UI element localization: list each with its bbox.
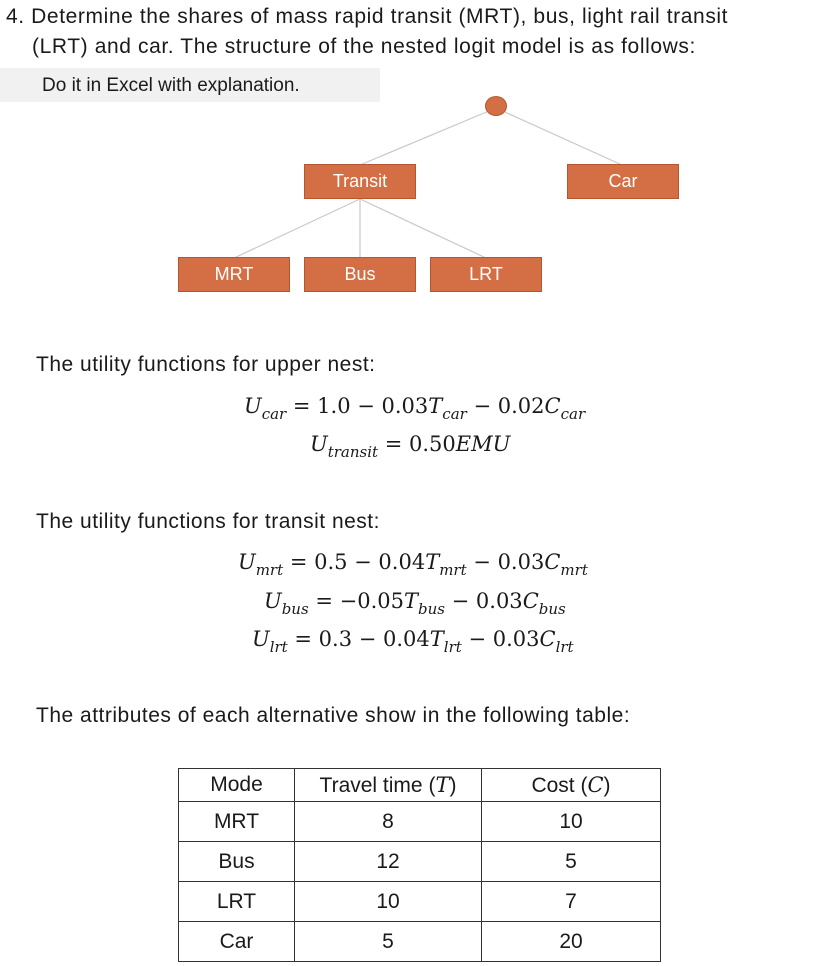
node-car: Car [567, 164, 679, 199]
cell-mode: Bus [179, 842, 295, 882]
transit-nest-heading: The utility functions for transit nest: [36, 510, 380, 533]
cell-mode: Car [179, 922, 295, 962]
equation-bus: $U_{bus} = -0.05T_{bus} - 0.03C_{bus}$ [264, 589, 566, 618]
cell-cost: 20 [482, 922, 661, 962]
header-mode: Mode [179, 769, 295, 802]
table-row [179, 882, 661, 922]
attributes-table [178, 768, 661, 962]
table-header-row [179, 769, 661, 802]
cell-mode: MRT [179, 802, 295, 842]
question-line-1: 4. Determine the shares of mass rapid transit (MRT), bus, light rail transit [6, 5, 729, 28]
question-line-2: (LRT) and car. The structure of the nested logit model is as follows: [32, 35, 696, 58]
cell-time: 8 [295, 802, 482, 842]
cell-time: 12 [295, 842, 482, 882]
node-mrt: MRT [178, 257, 290, 292]
cell-cost: 10 [482, 802, 661, 842]
attributes-heading: The attributes of each alternative show in the following table: [36, 704, 631, 727]
edge-root-transit [360, 108, 496, 165]
root-node [485, 96, 507, 116]
node-lrt: LRT [430, 257, 542, 292]
cell-cost: 5 [482, 842, 661, 882]
cell-time: 5 [295, 922, 482, 962]
edge-transit-lrt [360, 199, 486, 258]
edge-transit-mrt [234, 199, 360, 258]
equation-car: $U_{car} = 1.0 - 0.03T_{car} - 0.02C_{car}$ [244, 394, 586, 423]
equation-mrt: $U_{mrt} = 0.5 - 0.04T_{mrt} - 0.03C_{mrt}$ [238, 550, 588, 579]
tree-connectors [0, 0, 826, 300]
edge-root-car [496, 108, 622, 165]
table-row [179, 802, 661, 842]
header-cost: Cost (C) [482, 769, 661, 802]
cell-mode: LRT [179, 882, 295, 922]
cell-time: 10 [295, 882, 482, 922]
equation-transit: $U_{transit} = 0.50EMU$ [310, 432, 511, 461]
node-bus: Bus [304, 257, 416, 292]
excel-note: Do it in Excel with explanation. [42, 75, 300, 96]
node-transit: Transit [304, 164, 416, 199]
upper-nest-heading: The utility functions for upper nest: [36, 353, 376, 376]
table-row [179, 842, 661, 882]
cell-cost: 7 [482, 882, 661, 922]
header-travel-time: Travel time (T) [295, 769, 482, 802]
table-row [179, 922, 661, 962]
equation-lrt: $U_{lrt} = 0.3 - 0.04T_{lrt} - 0.03C_{lrt}$ [252, 627, 574, 656]
